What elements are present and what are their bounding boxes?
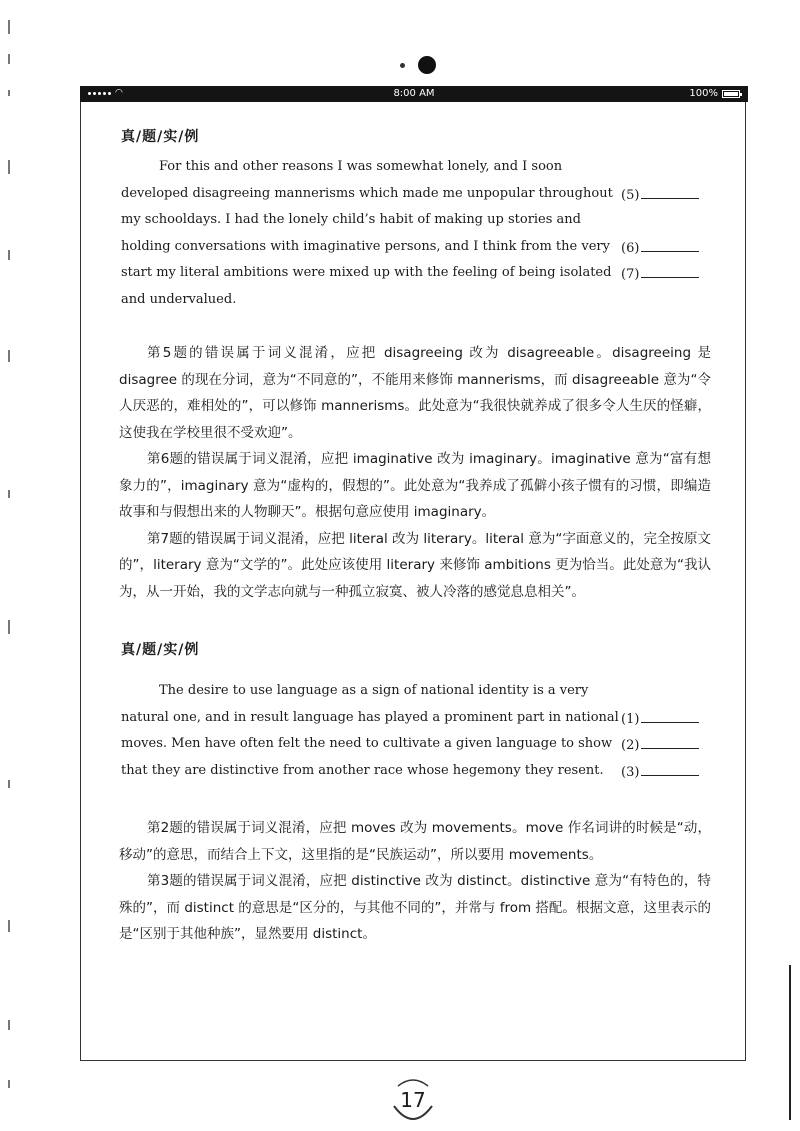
passage-line: For this and other reasons I was somewhat lonely, and I soon (159, 159, 563, 174)
passage-line: that they are distinctive from another race whose hegemony they resent. (121, 762, 604, 778)
explanation-paragraph: 第3题的错误属于词义混淆，应把 distinctive 改为 distinct。distinctive 意为“有特色的，特殊的”，而 distinct 的意思是“区分的，与其他不同的”，并常与 from 搭配。根据文意，这里表示的是“区别于其他种族”，显然要用 distinct。 (119, 873, 711, 942)
answer-label: (5) (621, 188, 640, 203)
passage-line: moves. Men have often felt the need to cultivate a given language to show (121, 736, 613, 751)
section1-explanations (119, 340, 711, 605)
wifi-icon: ◠ (115, 88, 123, 98)
explanation-paragraph: 第5题的错误属于词义混淆，应把 disagreeing 改为 disagreeable。disagreeing 是 disagree 的现在分词，意为“不同意的”，不能用来修饰 mannerisms，而 disagreeable 意为“令人厌恶的，难相处的”，可以修饰 mannerisms。此处意为“我很快就养成了很多令人生厌的怪癖，这使我在学校里很不受欢迎”。 (119, 345, 711, 441)
battery-percent: 100% (689, 88, 718, 99)
answer-label: (3) (621, 765, 640, 780)
page-number: 17 (400, 1088, 426, 1112)
page-number-badge (388, 1076, 438, 1126)
device-screen (80, 86, 746, 1061)
explanation-paragraph: 第2题的错误属于词义混淆，应把 moves 改为 movements。move 作名词讲的时候是“动，移动”的意思，而结合上下文，这里指的是“民族运动”，所以要用 movements。 (119, 820, 711, 863)
passage-line: start my literal ambitions were mixed up with the feeling of being isolated (121, 265, 612, 280)
passage-line: The desire to use language as a sign of national identity is a very (159, 683, 589, 698)
section2-heading: 真/题/实/例 (121, 642, 200, 658)
answer-blank (641, 765, 699, 776)
answer-label: (6) (621, 241, 640, 256)
answer-blank (641, 188, 699, 199)
passage-line: holding conversations with imaginative persons, and I think from the very (121, 238, 610, 254)
margin-dotted-line (8, 20, 14, 1120)
passage-line: natural one, and in result language has played a prominent part in national (121, 709, 619, 725)
status-bar (80, 86, 748, 102)
device-camera (0, 56, 800, 76)
section1-heading: 真/题/实/例 (121, 129, 200, 145)
passage-line: my schooldays. I had the lonely child’s habit of making up stories and (121, 212, 582, 227)
camera-lens (418, 56, 436, 74)
answer-blank (641, 738, 699, 749)
page-edge-line (789, 965, 791, 1120)
answer-blank (641, 267, 699, 278)
passage-line: developed disagreeing mannerisms which made me unpopular throughout (121, 185, 613, 201)
battery-icon (722, 90, 740, 98)
answer-label: (2) (621, 738, 640, 753)
explanation-paragraph: 第6题的错误属于词义混淆，应把 imaginative 改为 imaginary。imaginative 意为“富有想象力的”，imaginary 意为“虚构的，假想的”。此处意为“我养成了孤僻小孩子惯有的习惯，即编造故事和与假想出来的人物聊天”。根据句意应使用 imaginary。 (119, 451, 711, 520)
answer-label: (7) (621, 267, 640, 282)
section1-passage (121, 154, 613, 313)
sensor-dot (400, 63, 405, 68)
passage-line: and undervalued. (121, 291, 237, 307)
answer-label: (1) (621, 712, 640, 727)
answer-blank (641, 241, 699, 252)
section2-explanations (119, 815, 711, 948)
explanation-paragraph: 第7题的错误属于词义混淆，应把 literal 改为 literary。literal 意为“字面意义的，完全按原文的”，literary 意为“文学的”。此处应该使用 literary 来修饰 ambitions 更为恰当。此处意为“我认为，从一开始，我的文学志向就与一种孤立寂寞、被人冷落的感觉息息相关”。 (119, 530, 711, 600)
answer-blank (641, 712, 699, 723)
section2-passage (121, 678, 619, 784)
status-time: 8:00 AM (393, 88, 435, 99)
